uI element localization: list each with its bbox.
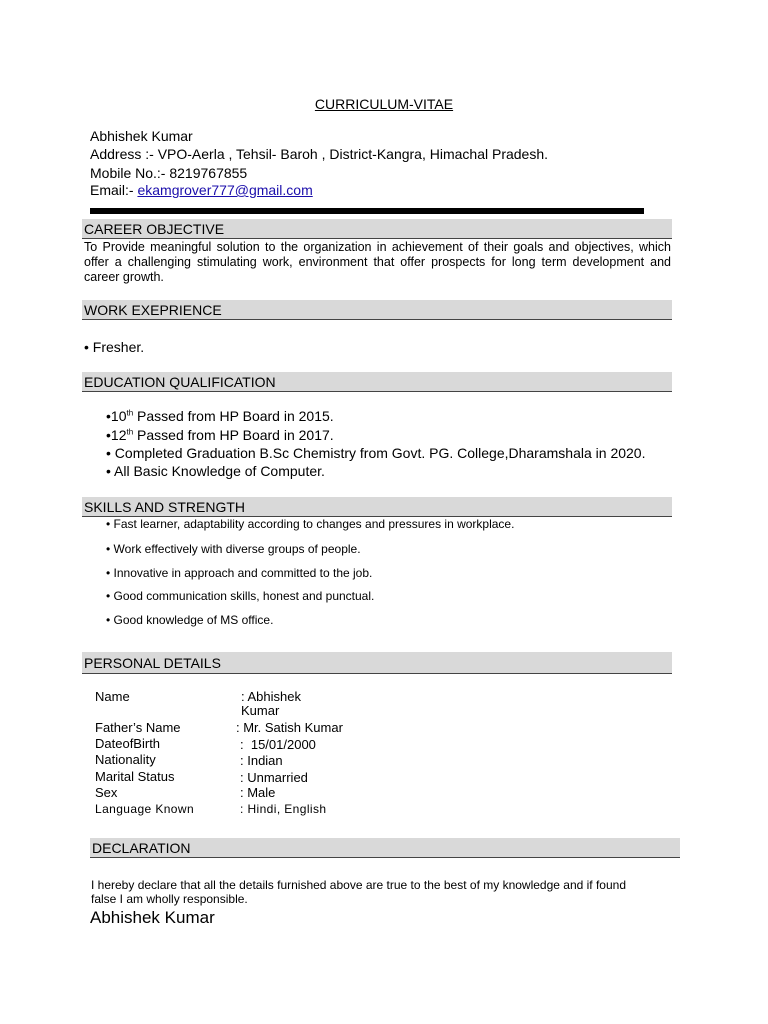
pd-value-language: : Hindi, English <box>240 802 327 816</box>
pd-value-dob: : 15/01/2000 <box>240 737 316 752</box>
pd-label-marital: Marital Status <box>95 769 175 784</box>
work-experience-heading: WORK EXEPRIENCE <box>82 300 672 320</box>
pd-value-marital: : Unmarried <box>240 770 308 785</box>
education-item: • Completed Graduation B.Sc Chemistry from Govt. PG. College,Dharamshala in 2020. <box>106 445 646 461</box>
signature-name: Abhishek Kumar <box>90 908 215 927</box>
email-line <box>90 182 313 198</box>
declaration-text: I hereby declare that all the details furnished above are true to the best of my knowledge and if found false I am wholly responsible. <box>91 878 627 906</box>
personal-details-heading: PERSONAL DETAILS <box>82 652 672 674</box>
skill-item: • Good communication skills, honest and punctual. <box>106 589 375 603</box>
pd-value-nationality: : Indian <box>240 753 283 768</box>
education-heading: EDUCATION QUALIFICATION <box>82 372 672 392</box>
applicant-name: Abhishek Kumar <box>90 128 193 144</box>
header-divider <box>90 208 644 214</box>
skill-item: • Good knowledge of MS office. <box>106 613 274 627</box>
pd-value-father: : Mr. Satish Kumar <box>236 720 343 735</box>
pd-label-nationality: Nationality <box>95 752 156 767</box>
pd-value-name: : Abhishek Kumar <box>241 689 301 718</box>
skill-item: • Innovative in approach and committed to the job. <box>106 566 373 580</box>
career-objective-text: To Provide meaningful solution to the organization in achievement of their goals and objectives, which offer a challenging stimulating work, environment that offer prospects for long term development and career growth. <box>84 240 671 284</box>
education-item: •10th Passed from HP Board in 2015. <box>106 408 334 424</box>
email-label: Email:- <box>90 182 138 198</box>
pd-label-name: Name <box>95 689 130 704</box>
mobile-line: Mobile No.:- 8219767855 <box>90 165 248 181</box>
career-objective-heading: CAREER OBJECTIVE <box>82 219 672 239</box>
skill-item: • Work effectively with diverse groups of people. <box>106 542 361 556</box>
email-link[interactable]: ekamgrover777@gmail.com <box>137 182 313 198</box>
education-item: •12th Passed from HP Board in 2017. <box>106 427 334 443</box>
pd-value-sex: : Male <box>240 785 276 800</box>
pd-label-sex: Sex <box>95 785 118 800</box>
declaration-heading: DECLARATION <box>90 838 680 858</box>
skill-item: • Fast learner, adaptability according to changes and pressures in workplace. <box>106 517 515 531</box>
pd-label-dob: DateofBirth <box>95 736 161 751</box>
work-experience-item: • Fresher. <box>84 339 145 355</box>
education-item: • All Basic Knowledge of Computer. <box>106 463 325 479</box>
address-line: Address :- VPO-Aerla , Tehsil- Baroh , District-Kangra, Himachal Pradesh. <box>90 146 549 162</box>
pd-label-language: Language Known <box>95 802 195 816</box>
cv-title: CURRICULUM-VITAE <box>314 96 454 112</box>
skills-heading: SKILLS AND STRENGTH <box>82 497 672 517</box>
pd-label-father: Father’s Name <box>95 720 181 735</box>
